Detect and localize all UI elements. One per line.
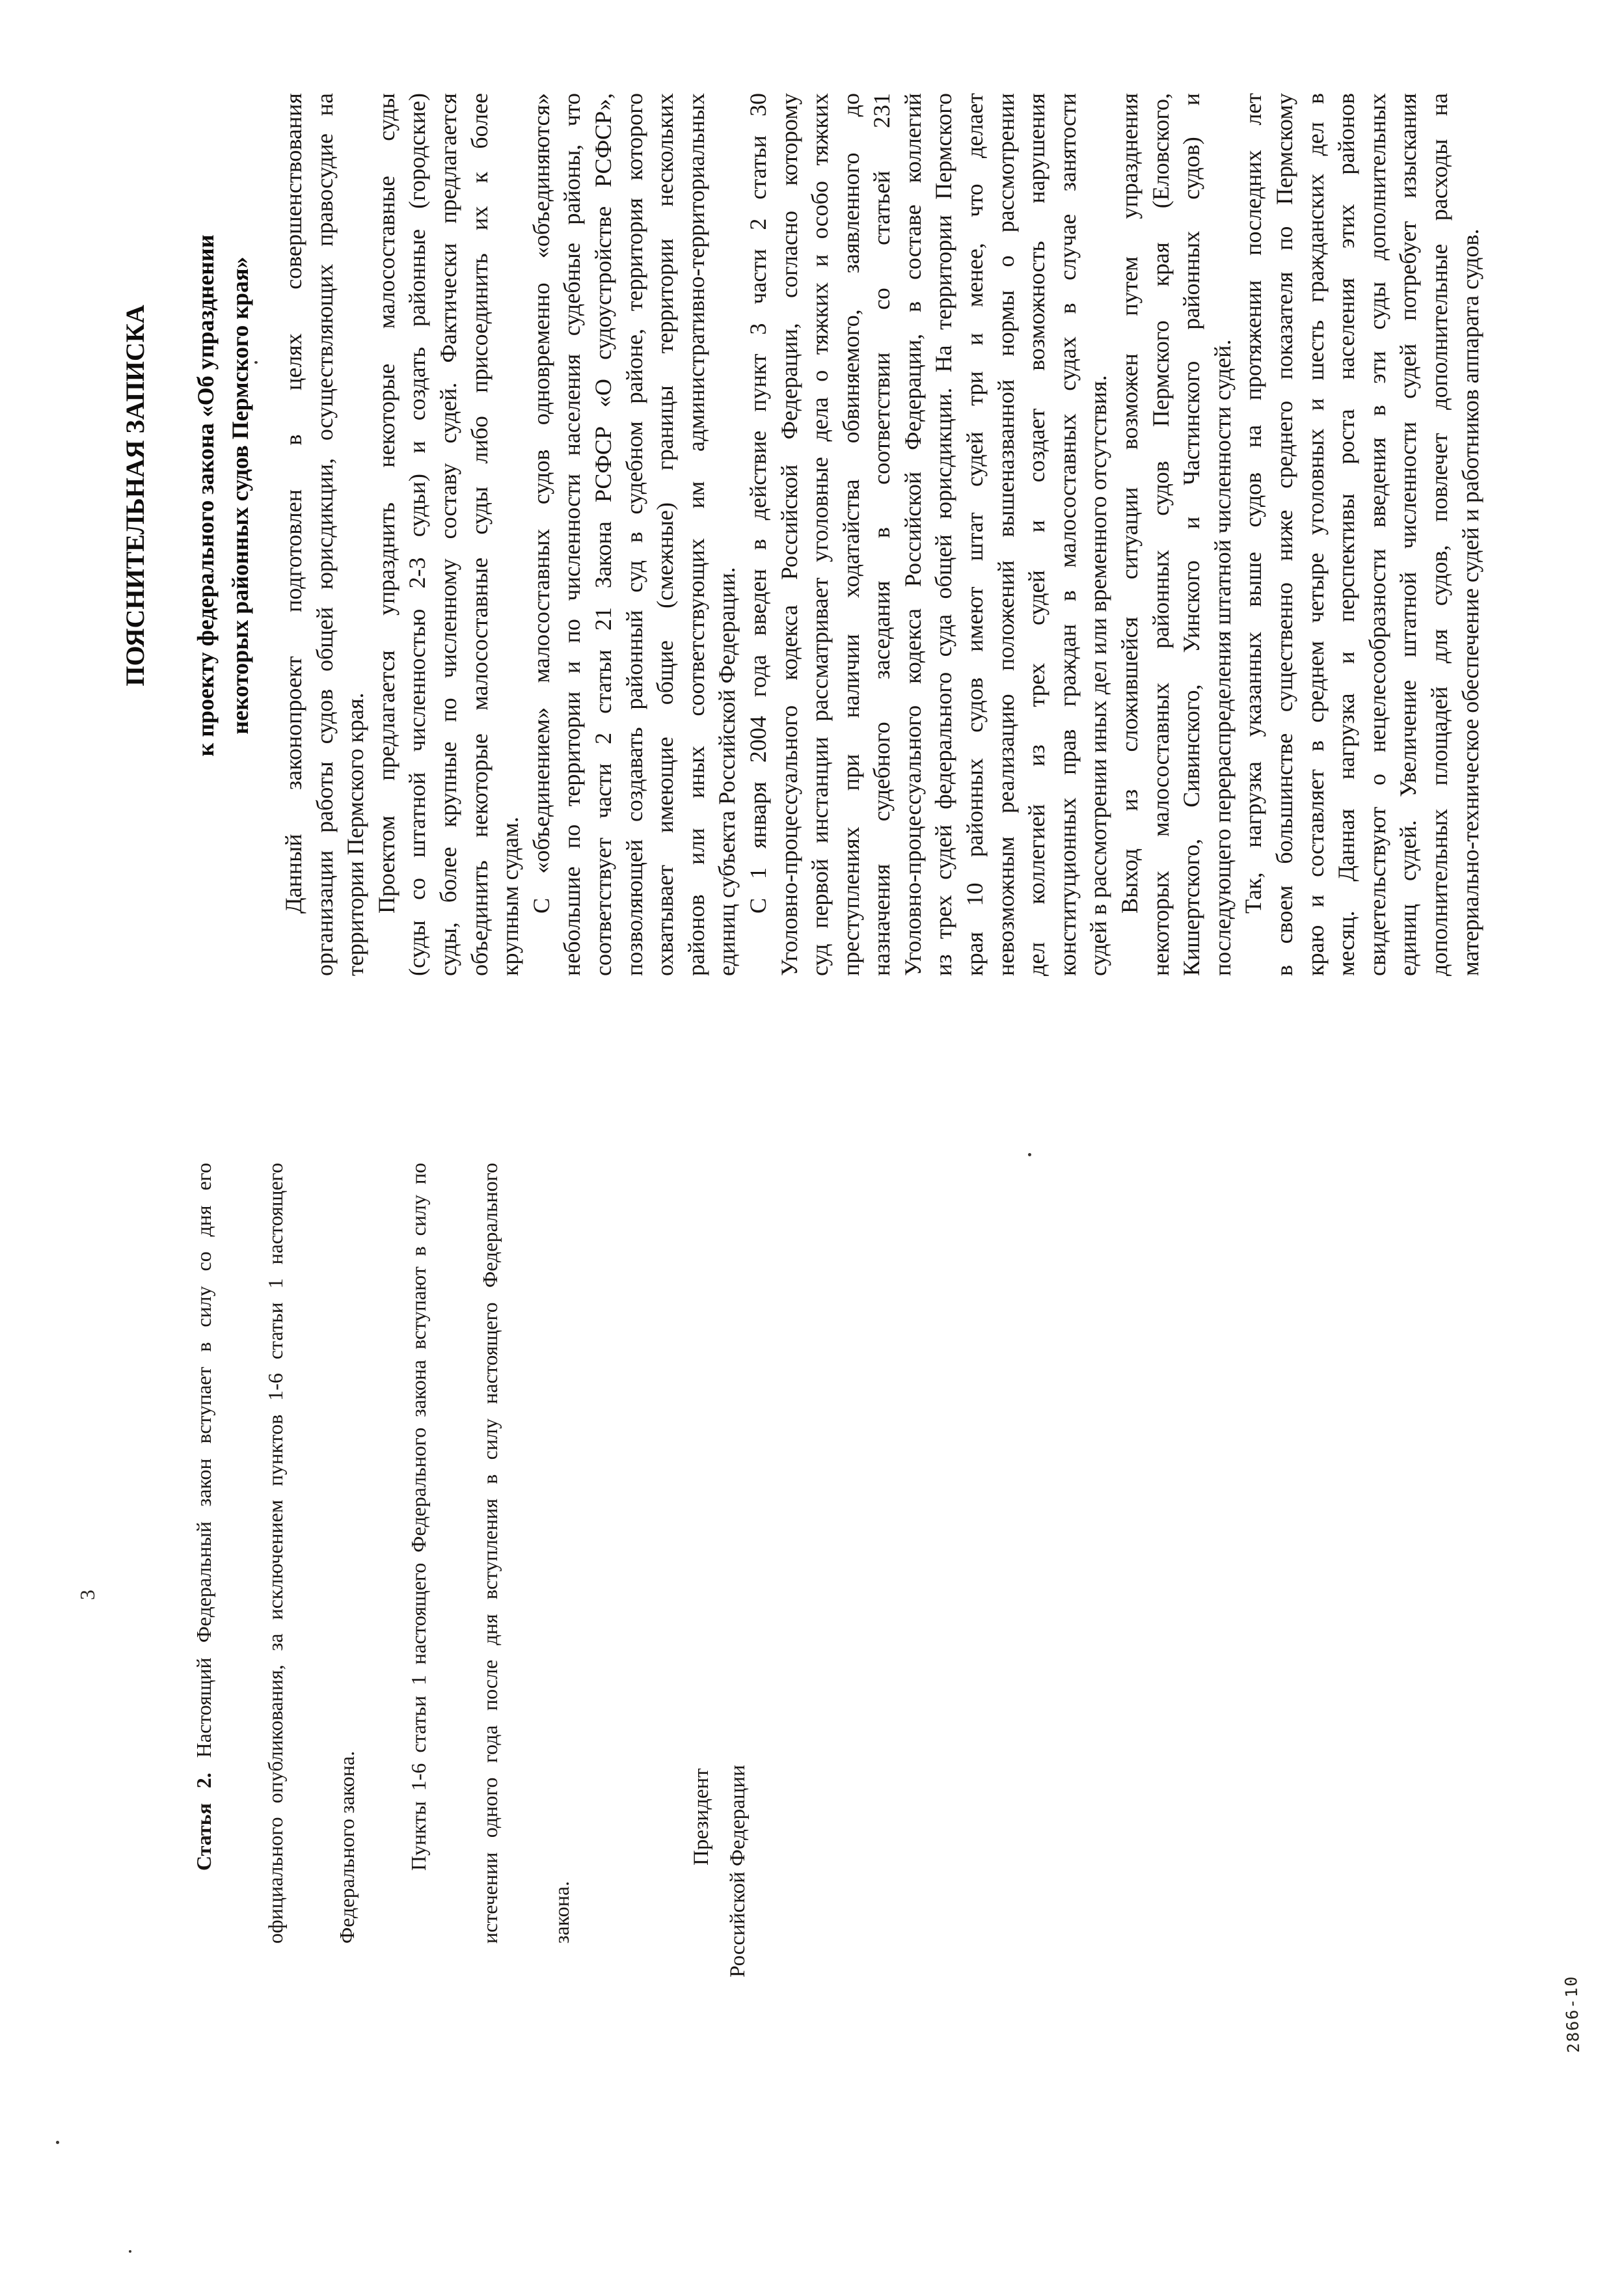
note-line-text: суд первой инстанции рассматривает уголовные дела о тяжких и особо тяжких (807, 93, 833, 976)
note-line-text: свидетельствуют о нецелесообразности введения в эти суды дополнительных (1364, 93, 1390, 976)
note-line (310, 93, 341, 976)
note-line (278, 93, 310, 976)
note-line (1424, 93, 1455, 976)
note-line (743, 93, 774, 976)
note-line (898, 93, 929, 976)
note-line (960, 93, 991, 976)
page-number: 3 (75, 1590, 99, 1600)
note-line-text: Кишертского, Сивинского, Уинского и Частинского районных судов) и (1178, 93, 1205, 976)
note-line (712, 93, 743, 976)
note-line (1269, 93, 1301, 976)
scan-speck (56, 2141, 59, 2144)
note-line-text: С «объединением» малосоставных судов одновременно «объединяются» (528, 93, 554, 914)
note-line-text: из трех судей федерального суда общей юрисдикции. На территории Пермского (930, 93, 957, 976)
signature-russian-federation: Российской Федерации (726, 1765, 750, 1977)
note-line (402, 93, 433, 976)
note-line-text: единиц субъекта Российской Федерации. (714, 567, 740, 976)
doc-code-left: 2866-10 (1561, 1975, 1584, 2054)
note-line-text: Проектом предлагается упразднить некоторые малосоставные суды (373, 93, 399, 914)
note-line (1331, 93, 1362, 976)
note-line-text: некоторых малосоставных районных судов Пермского края (Еловского, (1147, 93, 1174, 976)
note-text-block (278, 93, 1486, 976)
note-line-text: Так, нагрузка указанных выше судов на протяжении последних лет (1240, 93, 1267, 914)
note-subtitle-line1: к проекту федерального закона «Об упразднении (193, 234, 219, 757)
article-label: Статья 2. (192, 1773, 215, 1871)
note-line (928, 93, 960, 976)
note-line (991, 93, 1022, 976)
note-line-text: судей в рассмотрении иных дел или временного отсутствия. (1085, 375, 1112, 976)
note-line-text: Выход из сложившейся ситуации возможен путем упразднения (1116, 93, 1143, 914)
note-line-text: края 10 районных судов имеют штат судей три и менее, что делает (962, 93, 988, 976)
note-line-text: назначения судебного заседания в соответствии со статьей 231 (869, 93, 895, 976)
law-line (383, 1163, 454, 1944)
note-line-text: соответствует части 2 статьи 21 Закона РСФСР «О судоустройстве РСФСР», (589, 93, 616, 976)
note-line (681, 93, 712, 976)
note-line (1208, 93, 1239, 976)
note-line-text: охватывает имеющие общие (смежные) границы территории нескольких (652, 93, 679, 976)
note-line-text: последующего перераспределения штатной численности судей. (1209, 339, 1236, 976)
note-line (867, 93, 898, 976)
note-line-text: (суды со штатной численностью 2-3 судьи) и создать районные (городские) (404, 93, 431, 976)
law-line-text: Пункты 1-6 статьи 1 настоящего Федерального закона вступают в силу по (407, 1163, 430, 1871)
note-line-text: Данный законопроект подготовлен в целях совершенствования (280, 93, 306, 914)
note-line (1362, 93, 1394, 976)
note-line-text: суды, более крупные по численному составу судей. Фактически предлагается (435, 93, 461, 976)
note-line-text: дел коллегией из трех судей и создает возможность нарушения (1023, 93, 1050, 976)
note-line (805, 93, 836, 976)
note-line (1301, 93, 1332, 976)
law-line-text: закона. (550, 1881, 573, 1944)
law-line-text: истечении одного года после дня вступления в силу настоящего Федерального (478, 1163, 502, 1944)
note-line (836, 93, 867, 976)
note-line-text: месяц. Данная нагрузка и перспективы роста населения этих районов (1333, 93, 1360, 976)
note-line (1115, 93, 1146, 976)
note-line-text: объединить некоторые малосоставные суды либо присоединить их к более (466, 93, 493, 976)
scan-speck (129, 2250, 131, 2253)
note-line-text: в своем большинстве существенно ниже среднего показателя по Пермскому (1271, 93, 1297, 976)
note-line-text: районов или иных соответствующих им административно-территориальных (683, 93, 709, 976)
note-line-text: организации работы судов общей юрисдикции, осуществляющих правосудие на (311, 93, 338, 976)
note-line-text: Уголовно-процессуального кодекса Российской Федерации, согласно которому (776, 93, 802, 976)
note-line (1176, 93, 1208, 976)
law-line-text: Настоящий Федеральный закон вступает в силу со дня его (192, 1162, 215, 1773)
scan-speck (254, 361, 258, 364)
note-line (433, 93, 465, 976)
note-line (1053, 93, 1084, 976)
note-line-text: материально-техническое обеспечение судей и работников аппарата судов. (1457, 228, 1483, 976)
note-line-text: крупным судам. (497, 817, 524, 976)
note-line (1393, 93, 1424, 976)
note-line (1455, 93, 1487, 976)
law-line (526, 1163, 597, 1944)
note-line-text: преступлениях при наличии ходатайства обвиняемого, заявленного до (837, 93, 864, 976)
law-text-block (168, 1163, 597, 1944)
note-line-text: С 1 января 2004 года введен в действие пункт 3 части 2 статьи 30 (744, 93, 771, 914)
scan-speck (1028, 1153, 1031, 1156)
note-line (1083, 93, 1115, 976)
note-line-text: единиц судей. Увеличение штатной численности судей потребует изыскания (1395, 93, 1422, 976)
law-line (239, 1163, 311, 1944)
note-line (465, 93, 496, 976)
note-line (650, 93, 681, 976)
note-line (1238, 93, 1269, 976)
note-line (557, 93, 588, 976)
note-line (619, 93, 651, 976)
note-line (495, 93, 526, 976)
law-line (168, 1163, 239, 1944)
note-line-text: конституционных прав граждан в малосоставных судах в случае занятости (1054, 93, 1081, 976)
note-line-text: небольшие по территории и по численности населения судебные районы, что (559, 93, 586, 976)
note-line-text: Уголовно-процессуального кодекса Российской Федерации, в составе коллегий (899, 93, 926, 976)
note-line-text: позволяющей создавать районный суд в судебном районе, территория которого (621, 93, 647, 976)
note-line (340, 93, 372, 976)
note-line-text: краю и составляет в среднем четыре уголовных и шесть гражданских дел в (1302, 93, 1329, 976)
signature-president: Президент (690, 1768, 713, 1866)
note-line-text: территории Пермского края. (342, 692, 369, 976)
note-line-text: невозможным реализацию положений вышеназванной нормы о рассмотрении (992, 93, 1019, 976)
note-subtitle-line2: некоторых районных судов Пермского края» (227, 256, 253, 735)
note-line (526, 93, 558, 976)
note-line (774, 93, 805, 976)
note-line (372, 93, 403, 976)
note-title: ПОЯСНИТЕЛЬНАЯ ЗАПИСКА (120, 305, 150, 686)
law-page (0, 1141, 1624, 2282)
law-line-text: Федерального закона. (335, 1750, 359, 1944)
note-line (1146, 93, 1177, 976)
law-line (311, 1163, 383, 1944)
note-line (588, 93, 619, 976)
law-line-text: официального опубликования, за исключением пунктов 1-6 статьи 1 настоящего (264, 1163, 287, 1944)
law-line (454, 1163, 526, 1944)
note-line-text: дополнительных площадей для судов, повлечет дополнительные расходы на (1426, 93, 1452, 976)
note-line (1022, 93, 1053, 976)
